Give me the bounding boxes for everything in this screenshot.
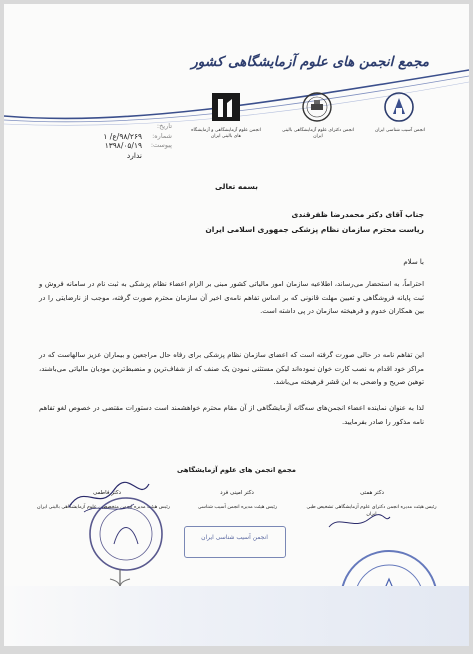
signer-name-3: دکتر فاطمی: [93, 490, 121, 496]
letter-number: ۹۸/۲۶۹/ع/ ۱: [103, 131, 142, 141]
recipient-block: [44, 207, 424, 237]
round-seal-left-icon: [86, 494, 166, 574]
number-label: شماره:: [152, 131, 172, 140]
letter-date: ۱۳۹۸/۰۵/۱۹: [104, 141, 142, 150]
stamp-rectangle: [184, 526, 286, 558]
signing-org: مجمع انجمن های علوم آزمایشگاهی: [177, 466, 296, 474]
signer-name-1: دکتر همتی: [360, 490, 384, 496]
body-paragraph-2: این تفاهم نامه در حالی صورت گرفته است که اعضای سازمان نظام پزشکی برای رفاه حال مراجعین و بیماران عزیز سالهاست که در مراکز خود اقدام به نصب کارت خوان نموده‌اند لیکن مستثنی نمودن یک صنف که از شفاف‌ترین و منضبط‌ترین مودیان مالیاتی می‌باشند، توهین صریح و واضحی به این قشر فرهیخته می‌باشد.: [39, 351, 424, 387]
signature-scribble-1: [324, 509, 394, 534]
signer-name-2: دکتر امینی فرد: [220, 490, 254, 496]
signer-title-1: رئیس هیئت مدیره انجمن دکترای علوم آزمایشگاهی تشخیص طبی ایران: [306, 505, 437, 517]
iaclab-logo-icon: [204, 90, 248, 124]
subject-line: بسمه تعالی: [215, 182, 258, 191]
laboratory-doctors-logo-icon: [295, 90, 339, 124]
salutation: با سلام: [403, 258, 424, 266]
recipient-title: ریاست محترم سازمان نظام پزشکی جمهوری اسلامی ایران: [205, 225, 424, 234]
date-label: تاریخ:: [156, 122, 172, 130]
footer-band: [4, 586, 469, 646]
recipient-name: جناب آقای دکتر محمدرضا ظفرقندی: [291, 210, 424, 219]
stamp-text: انجمن آسیب شناسی ایران: [201, 534, 268, 541]
logo-caption-3: انجمن آسیب شناسی ایران: [374, 128, 426, 133]
attachment-label: پیوست:: [150, 141, 172, 149]
letter-page: [4, 4, 469, 646]
logo-caption-2: انجمن دکترای علوم آزمایشگاهی بالینی ایران: [281, 128, 355, 139]
signer-title-3: رئیس هیئت مدیره انجمن متخصصین علوم آزمایشگاهی بالینی ایران: [36, 505, 170, 510]
body-paragraph-3: لذا به عنوان نماینده اعضاء انجمن‌های سه‌گانه آزمایشگاهی از آن مقام محترم خواهشمند است دستورات مقتضی در خصوص لغو تفاهم نامه مذکور را صادر بفرمایید.: [39, 404, 424, 426]
signer-title-2: رئیس هیئت مدیره انجمن آسیب شناسی: [197, 505, 278, 510]
org-title: مجمع انجمن های علوم آزمایشگاهی کشور: [191, 54, 429, 70]
logo-caption-1: انجمن علوم آزمایشگاهی و آزمایشگاه های بالینی ایران: [191, 128, 261, 139]
body-paragraph-1: احتراماً، به استحضار می‌رساند، اطلاعیه سازمان امور مالیاتی کشور مبنی بر الزام اعضاء نظام پزشکی به ثبت نام در سامانه فروش و ثبت پایانه فروشگاهی و تعیین مهلت قانونی که بر اساس تفاهم نامه‌ی اخیر آن سازمان محترم صورت گرفته، موجب از نارضایتی را در بین همکاران خدوم و فرهیخته سازمان در پی داشته است.: [39, 280, 424, 316]
letter-meta: [42, 122, 172, 160]
pathology-logo-icon: [377, 90, 421, 124]
attachment-value: ندارد: [126, 150, 142, 160]
